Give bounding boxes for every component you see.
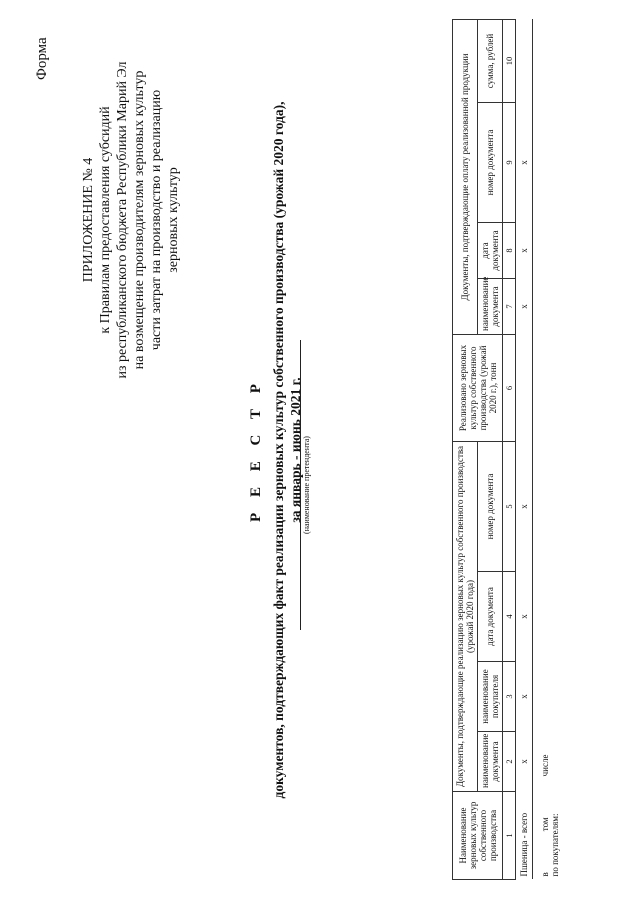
appendix-line: части затрат на производство и реализацию xyxy=(149,89,164,351)
header-doc-number: номер документа xyxy=(478,442,503,572)
registry-subtitle-line2: за январь - июнь 2021 г. xyxy=(288,377,303,523)
header-payment-doc-name: наименование документа xyxy=(478,279,503,335)
header-payment-docs-group: Документы, подтверждающие оплату реализованной продукции xyxy=(453,20,478,335)
appendix-line: к Правилам предоставления субсидий xyxy=(98,106,113,334)
header-crop-name: Наименование зерновых культур собственного производства xyxy=(453,792,503,880)
table-cell xyxy=(516,335,533,442)
including-word: том xyxy=(540,817,550,832)
appendix-line: на возмещение производителям зерновых культур xyxy=(132,70,147,370)
header-row-1 xyxy=(453,20,478,880)
column-number: 3 xyxy=(503,662,516,732)
header-payment-doc-date: дата документа xyxy=(478,223,503,279)
appendix-title: ПРИЛОЖЕНИЕ № 4 xyxy=(81,157,96,283)
table-cell: х xyxy=(516,442,533,572)
table-cell: х xyxy=(516,279,533,335)
header-payment-doc-number: номер документа xyxy=(478,103,503,223)
registry-table xyxy=(452,19,567,880)
table-row xyxy=(516,20,533,880)
appendix-line: зерновых культур xyxy=(166,167,181,273)
form-label: Форма xyxy=(34,37,50,80)
column-number: 9 xyxy=(503,103,516,223)
including-buyers-label: по покупателям: xyxy=(550,813,560,877)
column-number: 4 xyxy=(503,572,516,662)
table-cell: х xyxy=(516,223,533,279)
table-cell: х xyxy=(516,662,533,732)
column-number: 2 xyxy=(503,732,516,792)
column-number: 1 xyxy=(503,792,516,880)
header-doc-name: наименование документа xyxy=(478,732,503,792)
registry-subtitle-line1: документов, подтверждающих факт реализации зерновых культур собственного производства (урожай 2020 года), xyxy=(271,101,286,799)
column-number: 6 xyxy=(503,335,516,442)
claimant-line xyxy=(300,340,301,630)
appendix-line: из республиканского бюджета Республики Марий Эл xyxy=(115,61,130,379)
including-label xyxy=(533,732,568,880)
column-number: 7 xyxy=(503,279,516,335)
table-cell xyxy=(516,20,533,103)
column-number: 8 xyxy=(503,223,516,279)
claimant-caption: (наименование претендента) xyxy=(302,436,311,534)
column-number: 10 xyxy=(503,20,516,103)
table-cell: х xyxy=(516,103,533,223)
appendix-block xyxy=(80,50,182,390)
header-doc-date: дата документа xyxy=(478,572,503,662)
table-cell: х xyxy=(516,572,533,662)
registry-subtitle xyxy=(270,20,304,880)
row-label: Пшеница - всего xyxy=(516,792,533,880)
header-sold-tons: Реализовано зерновых культур собственного производства (урожай 2020 г.), тонн xyxy=(453,335,503,442)
registry-title: Р Е Е С Т Р xyxy=(248,378,264,522)
column-number: 5 xyxy=(503,442,516,572)
header-buyer-name: наименование покупателя xyxy=(478,662,503,732)
including-empty xyxy=(533,20,568,732)
header-sales-docs-group: Документы, подтверждающие реализацию зерновых культур собственного производства (урожай 2020 года) xyxy=(453,442,478,792)
column-number-row xyxy=(503,20,516,880)
table-cell: х xyxy=(516,732,533,792)
rotated-sheet xyxy=(20,20,620,880)
including-row xyxy=(533,20,568,880)
header-payment-sum: сумма, рублей xyxy=(478,20,503,103)
including-word: в xyxy=(540,872,550,877)
including-word: числе xyxy=(540,754,550,777)
header-row-2 xyxy=(478,20,503,880)
